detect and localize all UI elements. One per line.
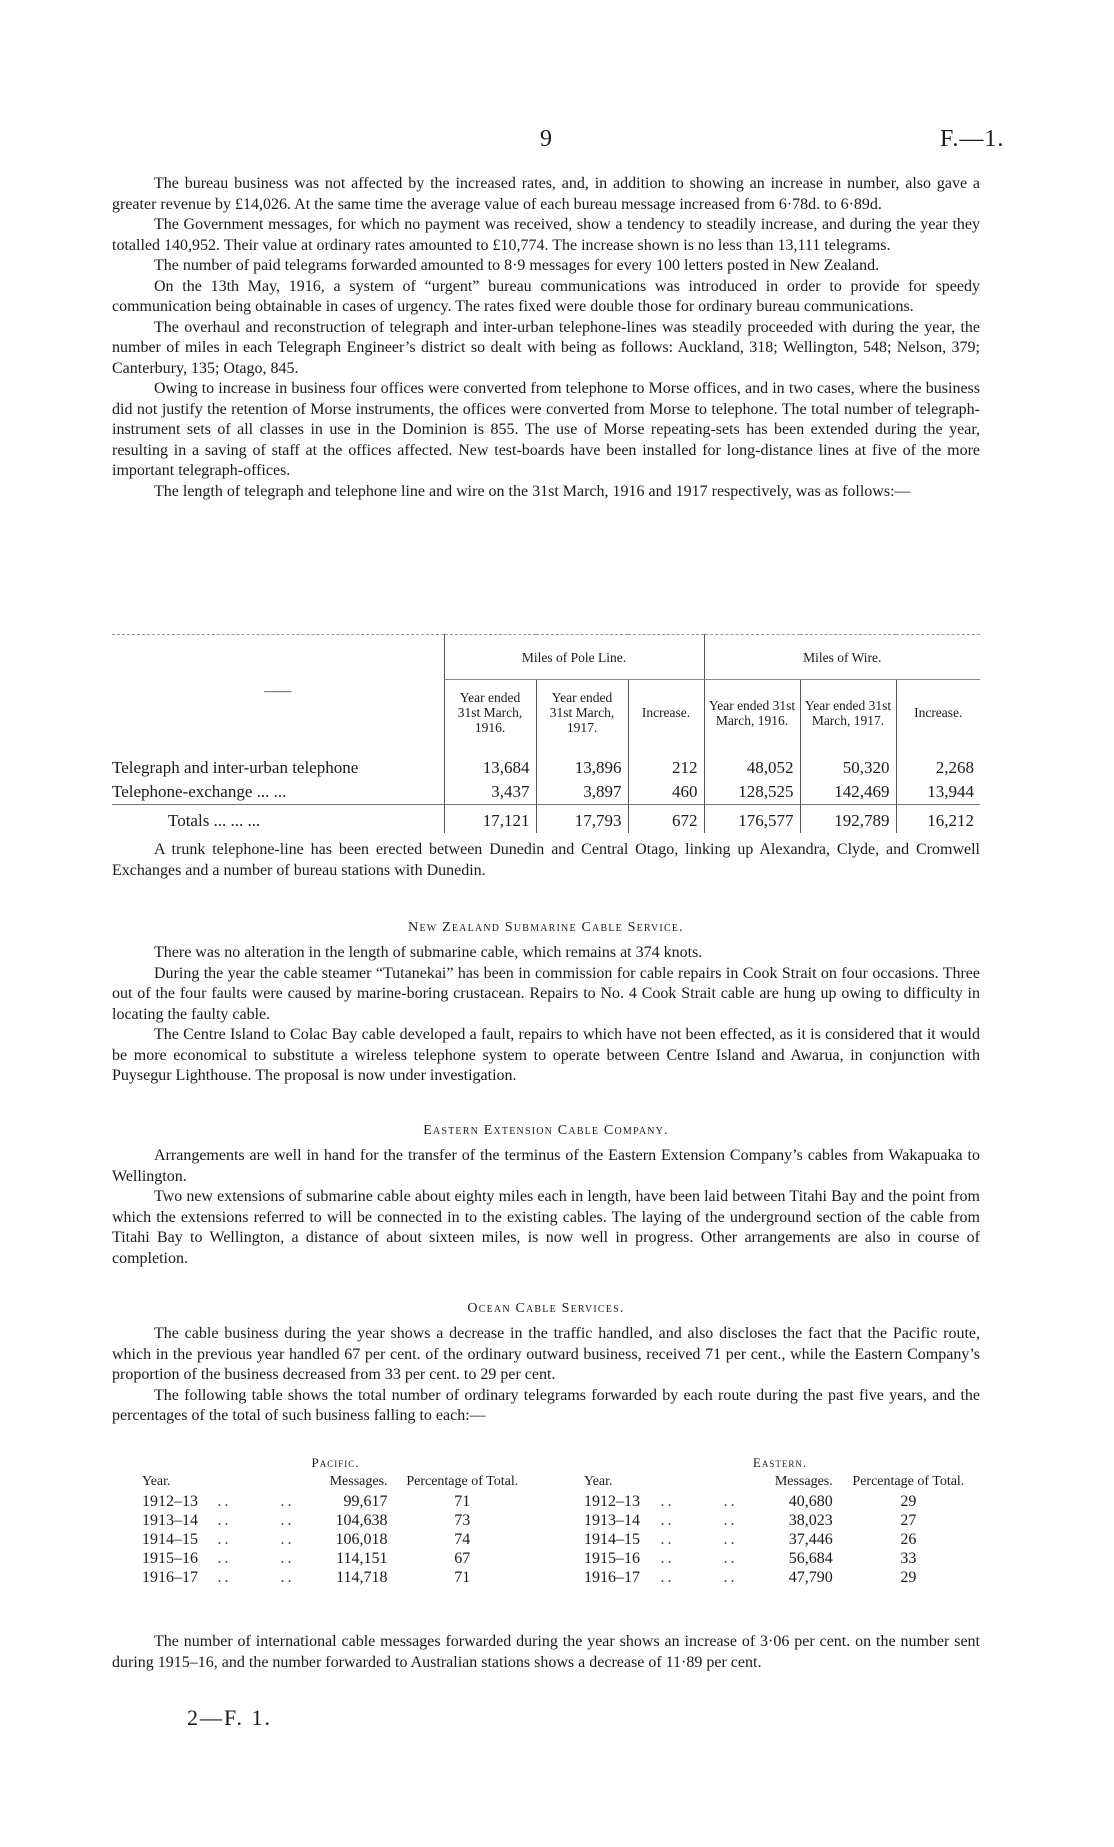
table-row: 1915–16 .. .. 114,151 67 (138, 1549, 533, 1568)
ocean-paragraphs (112, 1324, 980, 1427)
table-cell: 460 (628, 780, 704, 805)
paragraph: The cable business during the year shows a decrease in the traffic handled, and also discloses the fact that the Pacific route, which in the previous year handled 67 per cent. of the ordinary outward business, received 71 per cent., while the Eastern Company’s proportion of the business decreased from 33 per cent. to 29 per cent. (112, 1325, 980, 1383)
table-row: 1914–15 .. .. 37,446 26 (580, 1530, 980, 1549)
column-header: Year ended 31st March, 1917. (800, 680, 896, 746)
percentage-cell: 67 (454, 1550, 471, 1567)
percentage-cell: 71 (454, 1493, 471, 1510)
percentage-cell: 74 (454, 1531, 471, 1548)
paragraph: The Government messages, for which no payment was received, show a tendency to steadily increase, and during the year they totalled 140,952. Their value at ordinary rates amounted to £10,774. The increase shown is no less than 13,111 telegrams. (112, 216, 980, 254)
final-paragraph-block (112, 1632, 980, 1673)
table-row: 1916–17 .. .. 47,790 29 (580, 1568, 980, 1587)
column-header: Year ended 31st March, 1917. (536, 680, 628, 746)
totals-row (112, 804, 980, 833)
table-row (112, 756, 980, 780)
table-row: 1912–13 .. .. 99,617 71 (138, 1492, 533, 1511)
column-header: Increase. (628, 680, 704, 746)
table-cell: 13,896 (536, 756, 628, 780)
trunk-paragraph-block (112, 840, 980, 881)
table-cell: 2,268 (935, 757, 974, 777)
table-row: 1916–17 .. .. 114,718 71 (138, 1568, 533, 1587)
table-row: 1912–13 .. .. 40,680 29 (580, 1492, 980, 1511)
paragraph: The number of international cable messages forwarded during the year shows an increase of 3·06 per cent. on the number sent during 1915–16, and the number forwarded to Australian stations shows a decrease of 11·89 per cent. (112, 1633, 980, 1671)
table-cell: 142,469 (800, 780, 896, 805)
messages-cell: 38,023 (788, 1512, 833, 1529)
paragraph: The overhaul and reconstruction of telegraph and inter-urban telephone-lines was steadily proceeded with during the year, the number of miles in each Telegraph Engineer’s district so dealt with being as follows: Auckland, 318; Wellington, 548; Nelson, 379; Canterbury, 135; Otago, 845. (112, 318, 980, 377)
table-corner: —— (112, 635, 444, 746)
group-header-pole: Miles of Pole Line. (444, 635, 704, 680)
table-cell: 212 (628, 756, 704, 780)
year-cell: 1916–17 (584, 1569, 640, 1586)
column-header: Year. (142, 1474, 171, 1489)
table-cell: 3,437 (444, 780, 536, 805)
percentage-cell: 29 (900, 1569, 917, 1586)
year-cell: 1912–13 (142, 1493, 198, 1510)
page-number: 9 (540, 126, 552, 152)
paragraph: The number of paid telegrams forwarded amounted to 8·9 messages for every 100 letters posted in New Zealand. (154, 257, 880, 274)
year-cell: 1913–14 (142, 1512, 198, 1529)
pacific-table (138, 1453, 533, 1587)
table-cell: 48,052 (704, 756, 800, 780)
intro-paragraphs (112, 174, 980, 502)
messages-cell: 37,446 (788, 1531, 833, 1548)
column-header: Percentage of Total. (406, 1474, 519, 1489)
line-and-wire-table (112, 634, 980, 833)
table-cell: 176,577 (704, 804, 800, 833)
footer-signature: 2—F. 1. (187, 1705, 272, 1730)
table-cell: 16,212 (896, 804, 980, 833)
paragraph: The following table shows the total number of ordinary telegrams forwarded by each route during the past five years, and the percentages of the total of such business falling to each:— (112, 1386, 980, 1424)
row-label: Totals ... ... ... (112, 804, 444, 833)
table-title: Pacific. (311, 1455, 360, 1470)
table-title: Eastern. (752, 1455, 808, 1470)
nz-cable-paragraphs (112, 943, 980, 1087)
section-heading: Ocean Cable Services. (467, 1301, 625, 1316)
table-cell: 50,320 (800, 756, 896, 780)
paragraph: The length of telegraph and telephone line and wire on the 31st March, 1916 and 1917 respectively, was as follows:— (154, 482, 911, 500)
messages-cell: 99,617 (343, 1493, 388, 1510)
table-cell: 128,525 (704, 780, 800, 805)
messages-cell: 106,018 (335, 1531, 388, 1548)
group-header-wire: Miles of Wire. (704, 635, 980, 680)
column-header: Messages. (329, 1474, 388, 1489)
percentage-cell: 71 (454, 1569, 471, 1586)
percentage-cell: 26 (900, 1531, 917, 1548)
column-header: Year ended 31st March, 1916. (444, 680, 536, 746)
table-cell: 672 (628, 804, 704, 833)
messages-cell: 114,718 (336, 1569, 388, 1586)
year-cell: 1916–17 (142, 1569, 198, 1586)
document-reference: F.—1. (940, 126, 1005, 152)
table-cell: 13,944 (927, 781, 974, 801)
section-heading: Eastern Extension Cable Company. (423, 1123, 669, 1138)
messages-cell: 104,638 (335, 1512, 388, 1529)
paragraph: There was no alteration in the length of submarine cable, which remains at 374 knots. (154, 944, 703, 961)
section-heading: New Zealand Submarine Cable Service. (408, 920, 684, 935)
table-cell: 192,789 (800, 804, 896, 833)
paragraph: Arrangements are well in hand for the transfer of the terminus of the Eastern Extension Company’s cables from Wakapuaka to Wellington. (112, 1147, 980, 1185)
table-row: 1913–14 .. .. 38,023 27 (580, 1511, 980, 1530)
paragraph: On the 13th May, 1916, a system of “urgent” bureau communications was introduced in order to provide for speedy communication being obtainable in cases of urgency. The rates fixed were double those for ordinary bureau communications. (112, 277, 980, 315)
year-cell: 1915–16 (142, 1550, 198, 1567)
table-row: 1915–16 .. .. 56,684 33 (580, 1549, 980, 1568)
column-header: Year ended 31st March, 1916. (704, 680, 800, 746)
table-cell: 13,684 (444, 756, 536, 780)
messages-cell: 56,684 (788, 1550, 833, 1567)
row-label: Telegraph and inter-urban telephone (112, 756, 444, 780)
table-row (112, 780, 980, 805)
percentage-cell: 33 (900, 1550, 917, 1567)
table-cell: 17,793 (536, 804, 628, 833)
paragraph: Owing to increase in business four offices were converted from telephone to Morse offices, and in two cases, where the business did not justify the retention of Morse instruments, the offices were converted from Morse to telephone. The total number of telegraph-instrument sets of all classes in use in the Dominion is 855. The use of Morse repeating-sets has been extended during the year, resulting in a saving of staff at the offices affected. New test-boards have been installed for long-distance lines at five of the more important telegraph-offices. (112, 380, 980, 479)
table-cell: 17,121 (444, 804, 536, 833)
year-cell: 1914–15 (584, 1531, 640, 1548)
table-cell: 3,897 (536, 780, 628, 805)
year-cell: 1915–16 (584, 1550, 640, 1567)
percentage-cell: 29 (900, 1493, 917, 1510)
percentage-cell: 27 (900, 1512, 917, 1529)
column-header: Messages. (774, 1474, 833, 1489)
table-row: 1914–15 .. .. 106,018 74 (138, 1530, 533, 1549)
column-header: Increase. (914, 705, 963, 721)
paragraph: During the year the cable steamer “Tutanekai” has been in commission for cable repairs in Cook Strait on four occasions. Three out of the four faults were caused by marine-boring crustacean. Repairs to No. 4 Cook Strait cable are hung up owing to difficulty in locating the faulty cable. (112, 964, 980, 1023)
eastern-table (580, 1453, 980, 1587)
paragraph: The Centre Island to Colac Bay cable developed a fault, repairs to which have not been effected, as it is considered that it would be more economical to substitute a wireless telephone system to operate between Centre Island and Awarua, in conjunction with Puysegur Lighthouse. The proposal is now under investigation. (112, 1026, 980, 1084)
row-label: Telephone-exchange ... ... (112, 780, 444, 805)
paragraph: A trunk telephone-line has been erected between Dunedin and Central Otago, linking up Alexandra, Clyde, and Cromwell Exchanges and a number of bureau stations with Dunedin. (112, 841, 980, 879)
messages-cell: 47,790 (788, 1569, 833, 1586)
messages-cell: 40,680 (788, 1493, 833, 1510)
messages-cell: 114,151 (336, 1550, 388, 1567)
paragraph: Two new extensions of submarine cable about eighty miles each in length, have been laid between Titahi Bay and the point from which the extensions referred to will be connected in to the existing cables. The laying of the underground section of the cable from Titahi Bay to Wellington, a distance of about sixteen miles, is now well in progress. Other arrangements are also in course of completion. (112, 1188, 980, 1267)
year-cell: 1912–13 (584, 1493, 640, 1510)
year-cell: 1914–15 (142, 1531, 198, 1548)
percentage-cell: 73 (454, 1512, 471, 1529)
eastern-paragraphs (112, 1146, 980, 1269)
year-cell: 1913–14 (584, 1512, 640, 1529)
column-header: Year. (584, 1474, 613, 1489)
table-row: 1913–14 .. .. 104,638 73 (138, 1511, 533, 1530)
column-header: Percentage of Total. (852, 1474, 965, 1489)
paragraph: The bureau business was not affected by the increased rates, and, in addition to showing an increase in number, also gave a greater revenue by £14,026. At the same time the average value of each bureau message increased from 6·78d. to 6·89d. (112, 175, 980, 213)
